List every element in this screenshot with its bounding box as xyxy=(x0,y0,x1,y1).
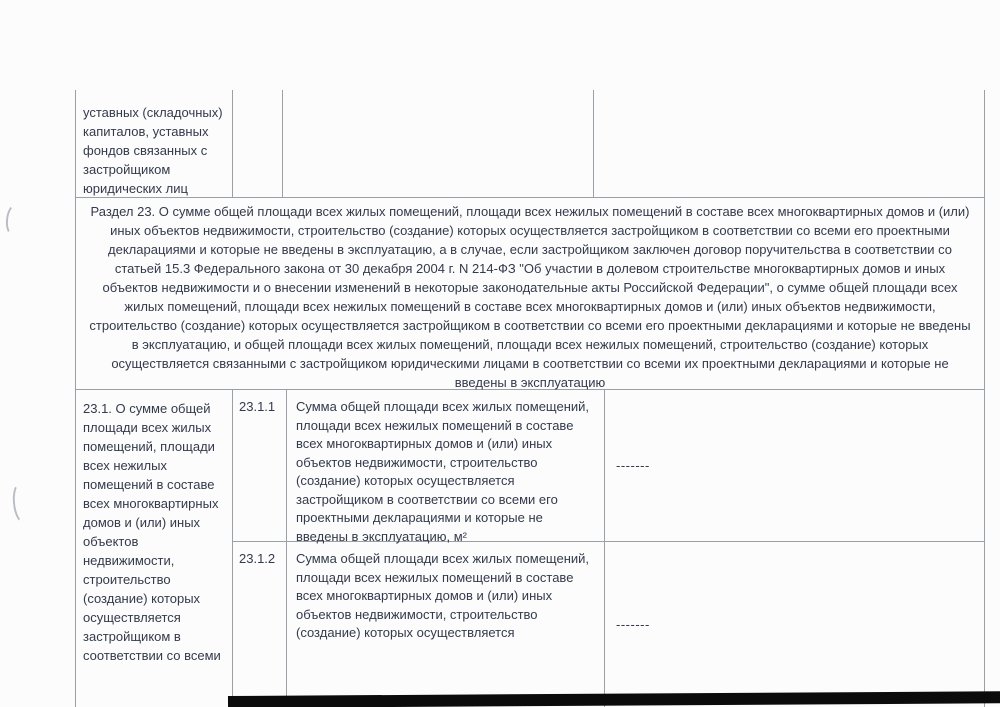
row-23-1-1-value: ------- xyxy=(616,458,650,473)
table-row-23-1-2 xyxy=(233,542,984,707)
row-23-1-2-value: ------- xyxy=(616,617,650,632)
row-23-1-2-description: Сумма общей площади всех жилых помещений, площади всех нежилых помещений в составе всех многоквартирных домов и (или) иных объектов недвижимости, строительство (создание) которых осуществляется xyxy=(287,542,605,707)
table-row-continuation xyxy=(75,90,985,198)
row-23-1-subrows xyxy=(233,390,984,707)
row-23-1-1-description: Сумма общей площади всех жилых помещений, площади всех нежилых помещений в составе всех многоквартирных домов и (или) иных объектов недвижимости, строительство (создание) которых осуществляется застройщиком в соответствии со всеми его проектными декларациями и которые не введены в эксплуатацию, м² xyxy=(287,390,605,541)
continuation-cell-value xyxy=(594,90,984,197)
punch-hole-arc-bottom xyxy=(11,481,34,525)
section-23-header: Раздел 23. О сумме общей площади всех жилых помещений, площади всех нежилых помещений в составе всех многоквартирных домов и (или) иных объектов недвижимости, строительство (создание) которых осуществляется застройщиком в соответствии со всеми его проектными декларациями и которые не введены в эксплуатацию, а в случае, если застройщиком заключен договор поручительства в соответствии со статьей 15.3 Федерального закона от 30 декабря 2004 г. N 214-ФЗ "Об участии в долевом строительстве многоквартирных домов и иных объектов недвижимости и о внесении изменений в некоторые законодательные акты Российской Федерации", о сумме общей площади всех жилых помещений, площади всех нежилых помещений в составе всех многоквартирных домов и (или) иных объектов недвижимости, строительство (создание) которых осуществляется застройщиком в соответствии со всеми его проектными декларациями и которые не введены в эксплуатацию, и общей площади всех жилых помещений, площади всех нежилых помещений, строительство (создание) которых осуществляется связанными с застройщиком юридическими лицами в соответствии со всеми их проектными декларациями и которые не введены в эксплуатацию xyxy=(75,198,985,390)
punch-hole-arc-top xyxy=(4,203,24,237)
continuation-cell-label: уставных (складочных) капиталов, уставных фондов связанных с застройщиком юридических лиц xyxy=(76,90,233,197)
continuation-cell-number xyxy=(233,90,283,197)
table-row-23-1-1 xyxy=(233,390,984,542)
table-row-23-1 xyxy=(75,390,985,707)
continuation-cell-description xyxy=(283,90,594,197)
row-23-1-2-number: 23.1.2 xyxy=(233,542,287,707)
row-23-1-label: 23.1. О сумме общей площади всех жилых помещений, площади всех нежилых помещений в составе всех многоквартирных домов и (или) иных объектов недвижимости, строительство (создание) которых осуществляется застройщиком в соответствии со всеми xyxy=(76,390,233,707)
row-23-1-1-number: 23.1.1 xyxy=(233,390,287,541)
